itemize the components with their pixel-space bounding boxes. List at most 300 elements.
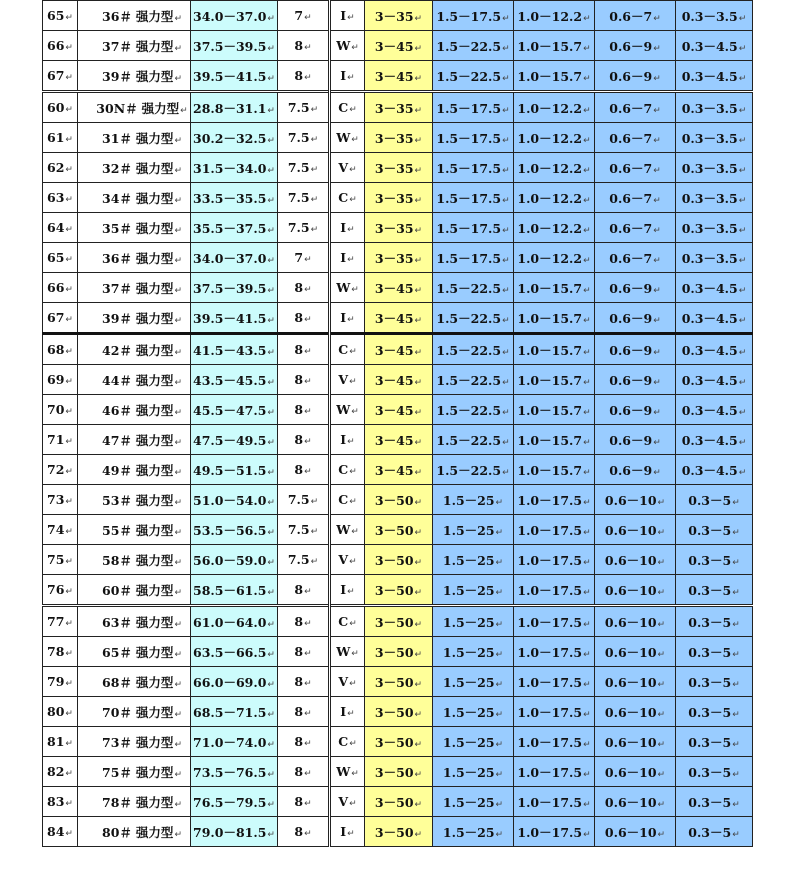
blue-range-2-text: 1.0－12.2 bbox=[517, 160, 583, 176]
blue-range-3-cell bbox=[595, 637, 676, 667]
blue-range-3-cell bbox=[595, 545, 676, 575]
blue-range-3-text: 0.6－9 bbox=[609, 372, 653, 388]
blue-range-3-text: 0.6－7 bbox=[609, 160, 653, 176]
weight-cell bbox=[278, 31, 330, 61]
row-number-text: 66 bbox=[47, 280, 65, 295]
return-mark-icon: ↵ bbox=[267, 497, 275, 508]
return-mark-icon: ↵ bbox=[65, 255, 73, 265]
blue-range-1-text: 1.5－17.5 bbox=[436, 250, 502, 266]
yellow-range-text: 3－50 bbox=[374, 734, 414, 750]
yellow-range-text: 3－45 bbox=[374, 432, 414, 448]
model-cell bbox=[78, 667, 191, 697]
return-mark-icon: ↵ bbox=[653, 73, 661, 84]
yellow-range-cell bbox=[365, 1, 433, 31]
weight-text: 8 bbox=[294, 280, 304, 295]
letter-code-cell bbox=[330, 727, 365, 757]
blue-range-4-text: 0.3－4.5 bbox=[681, 38, 738, 54]
return-mark-icon: ↵ bbox=[583, 315, 591, 326]
weight-cell bbox=[278, 667, 330, 697]
return-mark-icon: ↵ bbox=[351, 407, 359, 417]
table-row bbox=[43, 1, 753, 31]
row-number-text: 80 bbox=[47, 704, 65, 719]
blue-range-1-cell bbox=[433, 515, 514, 545]
blue-range-2-cell bbox=[514, 243, 595, 273]
model-cell bbox=[78, 1, 191, 31]
return-mark-icon: ↵ bbox=[583, 135, 591, 146]
return-mark-icon: ↵ bbox=[583, 285, 591, 296]
model-number: 70＃ bbox=[102, 704, 132, 720]
blue-range-1-cell bbox=[433, 183, 514, 213]
row-number-text: 84 bbox=[47, 824, 65, 839]
range-text: 71.0－74.0 bbox=[193, 734, 267, 750]
range-cell bbox=[191, 213, 278, 243]
return-mark-icon: ↵ bbox=[657, 649, 666, 660]
blue-range-1-cell bbox=[433, 273, 514, 303]
blue-range-3-text: 0.6－7 bbox=[609, 100, 653, 116]
row-number-cell bbox=[43, 515, 78, 545]
return-mark-icon: ↵ bbox=[414, 165, 423, 176]
return-mark-icon: ↵ bbox=[304, 679, 312, 689]
weight-cell bbox=[278, 123, 330, 153]
return-mark-icon: ↵ bbox=[495, 739, 504, 750]
blue-range-3-text: 0.6－10 bbox=[604, 704, 657, 720]
letter-code-cell bbox=[330, 575, 365, 606]
return-mark-icon: ↵ bbox=[267, 255, 275, 266]
range-text: 56.0－59.0 bbox=[193, 552, 267, 568]
return-mark-icon: ↵ bbox=[583, 527, 591, 538]
weight-cell bbox=[278, 697, 330, 727]
row-number-text: 62 bbox=[47, 160, 65, 175]
blue-range-3-text: 0.6－7 bbox=[609, 130, 653, 146]
range-cell bbox=[191, 1, 278, 31]
weight-cell bbox=[278, 515, 330, 545]
return-mark-icon: ↵ bbox=[267, 829, 275, 840]
row-number-cell bbox=[43, 31, 78, 61]
blue-range-4-text: 0.3－5 bbox=[688, 824, 732, 840]
table-row bbox=[43, 395, 753, 425]
blue-range-3-cell bbox=[595, 273, 676, 303]
table-row bbox=[43, 606, 753, 637]
return-mark-icon: ↵ bbox=[583, 799, 591, 810]
return-mark-icon: ↵ bbox=[657, 527, 666, 538]
return-mark-icon: ↵ bbox=[174, 587, 182, 598]
model-type: 强力型 bbox=[135, 68, 174, 84]
letter-code-text: C bbox=[338, 190, 349, 205]
range-text: 61.0－64.0 bbox=[193, 614, 267, 630]
blue-range-1-cell bbox=[433, 757, 514, 787]
weight-cell bbox=[278, 395, 330, 425]
blue-range-3-cell bbox=[595, 183, 676, 213]
model-cell bbox=[78, 183, 191, 213]
row-number-text: 77 bbox=[47, 614, 65, 629]
range-cell bbox=[191, 31, 278, 61]
blue-range-4-cell bbox=[676, 637, 753, 667]
return-mark-icon: ↵ bbox=[583, 43, 591, 54]
yellow-range-cell bbox=[365, 334, 433, 365]
return-mark-icon: ↵ bbox=[351, 527, 359, 537]
return-mark-icon: ↵ bbox=[304, 619, 312, 629]
model-type: 强力型 bbox=[135, 764, 174, 780]
return-mark-icon: ↵ bbox=[304, 709, 312, 719]
return-mark-icon: ↵ bbox=[267, 135, 275, 146]
yellow-range-cell bbox=[365, 485, 433, 515]
blue-range-2-cell bbox=[514, 92, 595, 123]
return-mark-icon: ↵ bbox=[502, 437, 510, 448]
weight-cell bbox=[278, 61, 330, 92]
return-mark-icon: ↵ bbox=[267, 165, 275, 176]
row-number-text: 68 bbox=[47, 342, 65, 357]
letter-code-text: C bbox=[338, 342, 349, 357]
table-row bbox=[43, 817, 753, 847]
range-cell bbox=[191, 61, 278, 92]
return-mark-icon: ↵ bbox=[310, 225, 319, 235]
weight-cell bbox=[278, 727, 330, 757]
yellow-range-cell bbox=[365, 153, 433, 183]
yellow-range-text: 3－35 bbox=[374, 130, 414, 146]
range-text: 49.5－51.5 bbox=[193, 462, 267, 478]
return-mark-icon: ↵ bbox=[653, 165, 661, 176]
model-number: 39＃ bbox=[102, 68, 132, 84]
weight-text: 8 bbox=[294, 582, 304, 597]
letter-code-text: C bbox=[338, 734, 349, 749]
table-row bbox=[43, 334, 753, 365]
return-mark-icon: ↵ bbox=[502, 285, 510, 296]
blue-range-2-text: 1.0－12.2 bbox=[517, 130, 583, 146]
blue-range-1-cell bbox=[433, 575, 514, 606]
table-row bbox=[43, 153, 753, 183]
range-text: 39.5－41.5 bbox=[193, 310, 267, 326]
return-mark-icon: ↵ bbox=[351, 285, 359, 295]
model-number: 35＃ bbox=[102, 220, 132, 236]
row-number-text: 61 bbox=[47, 130, 65, 145]
return-mark-icon: ↵ bbox=[653, 285, 661, 296]
row-number-cell bbox=[43, 365, 78, 395]
model-type: 强力型 bbox=[135, 280, 174, 296]
weight-cell bbox=[278, 757, 330, 787]
blue-range-2-text: 1.0－17.5 bbox=[517, 674, 583, 690]
return-mark-icon: ↵ bbox=[349, 739, 357, 749]
blue-range-2-cell bbox=[514, 727, 595, 757]
blue-range-1-text: 1.5－22.5 bbox=[436, 342, 502, 358]
letter-code-text: C bbox=[338, 614, 349, 629]
blue-range-1-text: 1.5－17.5 bbox=[436, 160, 502, 176]
blue-range-2-cell bbox=[514, 123, 595, 153]
range-cell bbox=[191, 183, 278, 213]
return-mark-icon: ↵ bbox=[502, 135, 510, 146]
return-mark-icon: ↵ bbox=[174, 769, 182, 780]
yellow-range-cell bbox=[365, 727, 433, 757]
model-number: 55＃ bbox=[102, 522, 132, 538]
blue-range-2-cell bbox=[514, 334, 595, 365]
blue-range-4-text: 0.3－5 bbox=[688, 644, 732, 660]
return-mark-icon: ↵ bbox=[174, 225, 182, 236]
weight-text: 7.5 bbox=[287, 552, 310, 567]
blue-range-4-text: 0.3－4.5 bbox=[681, 462, 738, 478]
blue-range-2-text: 1.0－15.7 bbox=[517, 38, 583, 54]
blue-range-1-text: 1.5－22.5 bbox=[436, 462, 502, 478]
return-mark-icon: ↵ bbox=[174, 407, 182, 418]
return-mark-icon: ↵ bbox=[583, 829, 591, 840]
table-row bbox=[43, 303, 753, 334]
blue-range-3-text: 0.6－9 bbox=[609, 462, 653, 478]
blue-range-2-text: 1.0－17.5 bbox=[517, 764, 583, 780]
row-number-text: 73 bbox=[47, 492, 65, 507]
return-mark-icon: ↵ bbox=[174, 619, 182, 630]
model-type: 强力型 bbox=[141, 100, 180, 116]
blue-range-3-text: 0.6－10 bbox=[604, 794, 657, 810]
range-cell bbox=[191, 273, 278, 303]
return-mark-icon: ↵ bbox=[738, 195, 747, 206]
blue-range-4-cell bbox=[676, 395, 753, 425]
weight-text: 7.5 bbox=[287, 160, 310, 175]
return-mark-icon: ↵ bbox=[304, 285, 312, 295]
blue-range-2-text: 1.0－17.5 bbox=[517, 552, 583, 568]
spec-table-sheet bbox=[42, 0, 750, 847]
yellow-range-text: 3－50 bbox=[374, 794, 414, 810]
yellow-range-text: 3－45 bbox=[374, 38, 414, 54]
model-cell bbox=[78, 455, 191, 485]
row-number-text: 75 bbox=[47, 552, 65, 567]
return-mark-icon: ↵ bbox=[347, 587, 355, 597]
model-type: 强力型 bbox=[135, 8, 174, 24]
blue-range-3-cell bbox=[595, 697, 676, 727]
return-mark-icon: ↵ bbox=[657, 829, 666, 840]
letter-code-text: W bbox=[336, 130, 351, 145]
blue-range-4-text: 0.3－4.5 bbox=[681, 432, 738, 448]
model-number: 63＃ bbox=[102, 614, 132, 630]
weight-text: 8 bbox=[294, 342, 304, 357]
return-mark-icon: ↵ bbox=[267, 73, 275, 84]
return-mark-icon: ↵ bbox=[267, 315, 275, 326]
blue-range-2-cell bbox=[514, 395, 595, 425]
blue-range-3-cell bbox=[595, 365, 676, 395]
return-mark-icon: ↵ bbox=[732, 557, 740, 568]
model-cell bbox=[78, 606, 191, 637]
blue-range-4-cell bbox=[676, 727, 753, 757]
blue-range-4-cell bbox=[676, 787, 753, 817]
blue-range-3-text: 0.6－9 bbox=[609, 310, 653, 326]
return-mark-icon: ↵ bbox=[583, 377, 591, 388]
blue-range-4-text: 0.3－3.5 bbox=[681, 190, 738, 206]
blue-range-2-text: 1.0－17.5 bbox=[517, 734, 583, 750]
return-mark-icon: ↵ bbox=[347, 225, 355, 235]
return-mark-icon: ↵ bbox=[65, 135, 73, 145]
range-text: 35.5－37.5 bbox=[193, 220, 267, 236]
yellow-range-text: 3－35 bbox=[374, 220, 414, 236]
blue-range-3-text: 0.6－10 bbox=[604, 764, 657, 780]
table-row bbox=[43, 61, 753, 92]
return-mark-icon: ↵ bbox=[267, 377, 275, 388]
return-mark-icon: ↵ bbox=[653, 377, 661, 388]
model-number: 78＃ bbox=[102, 794, 132, 810]
return-mark-icon: ↵ bbox=[414, 135, 423, 146]
model-number: 37＃ bbox=[102, 38, 132, 54]
model-number: 49＃ bbox=[102, 462, 132, 478]
yellow-range-cell bbox=[365, 395, 433, 425]
row-number-text: 74 bbox=[47, 522, 65, 537]
yellow-range-text: 3－50 bbox=[374, 824, 414, 840]
return-mark-icon: ↵ bbox=[653, 407, 661, 418]
yellow-range-text: 3－45 bbox=[374, 372, 414, 388]
blue-range-4-text: 0.3－5 bbox=[688, 582, 732, 598]
letter-code-text: W bbox=[336, 764, 351, 779]
letter-code-cell bbox=[330, 395, 365, 425]
letter-code-cell bbox=[330, 425, 365, 455]
return-mark-icon: ↵ bbox=[174, 829, 182, 840]
model-cell bbox=[78, 787, 191, 817]
weight-text: 7.5 bbox=[287, 522, 310, 537]
range-text: 66.0－69.0 bbox=[193, 674, 267, 690]
row-number-cell bbox=[43, 425, 78, 455]
row-number-cell bbox=[43, 1, 78, 31]
model-number: 32＃ bbox=[102, 160, 132, 176]
yellow-range-cell bbox=[365, 425, 433, 455]
return-mark-icon: ↵ bbox=[414, 799, 423, 810]
letter-code-cell bbox=[330, 697, 365, 727]
return-mark-icon: ↵ bbox=[174, 285, 182, 296]
model-cell bbox=[78, 757, 191, 787]
blue-range-1-cell bbox=[433, 667, 514, 697]
return-mark-icon: ↵ bbox=[267, 769, 275, 780]
return-mark-icon: ↵ bbox=[174, 255, 182, 266]
return-mark-icon: ↵ bbox=[495, 799, 504, 810]
return-mark-icon: ↵ bbox=[583, 619, 591, 630]
blue-range-4-text: 0.3－3.5 bbox=[681, 100, 738, 116]
letter-code-cell bbox=[330, 213, 365, 243]
return-mark-icon: ↵ bbox=[310, 557, 319, 567]
weight-text: 8 bbox=[294, 310, 304, 325]
range-cell bbox=[191, 787, 278, 817]
row-number-text: 65 bbox=[47, 250, 65, 265]
row-number-text: 83 bbox=[47, 794, 65, 809]
blue-range-1-text: 1.5－22.5 bbox=[436, 432, 502, 448]
letter-code-cell bbox=[330, 545, 365, 575]
return-mark-icon: ↵ bbox=[310, 105, 319, 115]
blue-range-3-cell bbox=[595, 575, 676, 606]
range-text: 34.0－37.0 bbox=[193, 250, 267, 266]
return-mark-icon: ↵ bbox=[738, 467, 747, 478]
blue-range-3-cell bbox=[595, 123, 676, 153]
blue-range-3-text: 0.6－9 bbox=[609, 342, 653, 358]
letter-code-cell bbox=[330, 334, 365, 365]
return-mark-icon: ↵ bbox=[174, 799, 182, 810]
return-mark-icon: ↵ bbox=[657, 709, 666, 720]
return-mark-icon: ↵ bbox=[653, 135, 661, 146]
model-number: 46＃ bbox=[102, 402, 132, 418]
blue-range-4-text: 0.3－5 bbox=[688, 614, 732, 630]
blue-range-4-text: 0.3－5 bbox=[688, 552, 732, 568]
return-mark-icon: ↵ bbox=[65, 679, 73, 689]
row-number-cell bbox=[43, 303, 78, 334]
row-number-cell bbox=[43, 273, 78, 303]
model-number: 75＃ bbox=[102, 764, 132, 780]
blue-range-4-cell bbox=[676, 425, 753, 455]
letter-code-text: W bbox=[336, 280, 351, 295]
weight-cell bbox=[278, 787, 330, 817]
blue-range-2-cell bbox=[514, 183, 595, 213]
blue-range-4-cell bbox=[676, 575, 753, 606]
letter-code-cell bbox=[330, 243, 365, 273]
return-mark-icon: ↵ bbox=[657, 799, 666, 810]
blue-range-4-cell bbox=[676, 334, 753, 365]
blue-range-4-text: 0.3－4.5 bbox=[681, 372, 738, 388]
blue-range-4-cell bbox=[676, 757, 753, 787]
return-mark-icon: ↵ bbox=[349, 619, 357, 629]
blue-range-1-cell bbox=[433, 303, 514, 334]
return-mark-icon: ↵ bbox=[174, 377, 182, 388]
return-mark-icon: ↵ bbox=[653, 43, 661, 54]
return-mark-icon: ↵ bbox=[349, 679, 357, 689]
return-mark-icon: ↵ bbox=[65, 225, 73, 235]
letter-code-text: I bbox=[340, 582, 347, 597]
blue-range-1-text: 1.5－22.5 bbox=[436, 68, 502, 84]
model-type: 强力型 bbox=[135, 462, 174, 478]
model-number: 60＃ bbox=[102, 582, 132, 598]
return-mark-icon: ↵ bbox=[267, 347, 275, 358]
return-mark-icon: ↵ bbox=[65, 377, 73, 387]
blue-range-1-cell bbox=[433, 334, 514, 365]
blue-range-1-cell bbox=[433, 455, 514, 485]
model-type: 强力型 bbox=[135, 160, 174, 176]
blue-range-3-cell bbox=[595, 153, 676, 183]
return-mark-icon: ↵ bbox=[65, 829, 73, 839]
blue-range-2-text: 1.0－12.2 bbox=[517, 8, 583, 24]
blue-range-4-cell bbox=[676, 153, 753, 183]
letter-code-text: V bbox=[338, 794, 349, 809]
return-mark-icon: ↵ bbox=[174, 13, 182, 24]
model-cell bbox=[78, 61, 191, 92]
weight-text: 7.5 bbox=[287, 130, 310, 145]
blue-range-1-text: 1.5－25 bbox=[442, 824, 495, 840]
blue-range-1-text: 1.5－22.5 bbox=[436, 310, 502, 326]
blue-range-1-text: 1.5－17.5 bbox=[436, 100, 502, 116]
return-mark-icon: ↵ bbox=[65, 315, 73, 325]
row-number-text: 67 bbox=[47, 310, 65, 325]
letter-code-cell bbox=[330, 153, 365, 183]
range-text: 43.5－45.5 bbox=[193, 372, 267, 388]
blue-range-3-text: 0.6－10 bbox=[604, 674, 657, 690]
table-row bbox=[43, 485, 753, 515]
row-number-cell bbox=[43, 787, 78, 817]
blue-range-4-cell bbox=[676, 92, 753, 123]
weight-cell bbox=[278, 334, 330, 365]
blue-range-2-text: 1.0－17.5 bbox=[517, 614, 583, 630]
return-mark-icon: ↵ bbox=[349, 347, 357, 357]
yellow-range-cell bbox=[365, 606, 433, 637]
letter-code-text: C bbox=[338, 462, 349, 477]
blue-range-1-cell bbox=[433, 153, 514, 183]
row-number-text: 66 bbox=[47, 38, 65, 53]
blue-range-3-text: 0.6－9 bbox=[609, 68, 653, 84]
letter-code-cell bbox=[330, 123, 365, 153]
return-mark-icon: ↵ bbox=[653, 195, 661, 206]
yellow-range-cell bbox=[365, 92, 433, 123]
return-mark-icon: ↵ bbox=[310, 497, 319, 507]
yellow-range-text: 3－35 bbox=[374, 250, 414, 266]
blue-range-2-cell bbox=[514, 697, 595, 727]
return-mark-icon: ↵ bbox=[495, 769, 504, 780]
model-number: 53＃ bbox=[102, 492, 132, 508]
return-mark-icon: ↵ bbox=[502, 73, 510, 84]
blue-range-3-text: 0.6－10 bbox=[604, 582, 657, 598]
return-mark-icon: ↵ bbox=[351, 43, 359, 53]
letter-code-text: C bbox=[338, 100, 349, 115]
return-mark-icon: ↵ bbox=[267, 437, 275, 448]
model-type: 强力型 bbox=[135, 794, 174, 810]
return-mark-icon: ↵ bbox=[267, 407, 275, 418]
weight-text: 8 bbox=[294, 824, 304, 839]
return-mark-icon: ↵ bbox=[351, 649, 359, 659]
